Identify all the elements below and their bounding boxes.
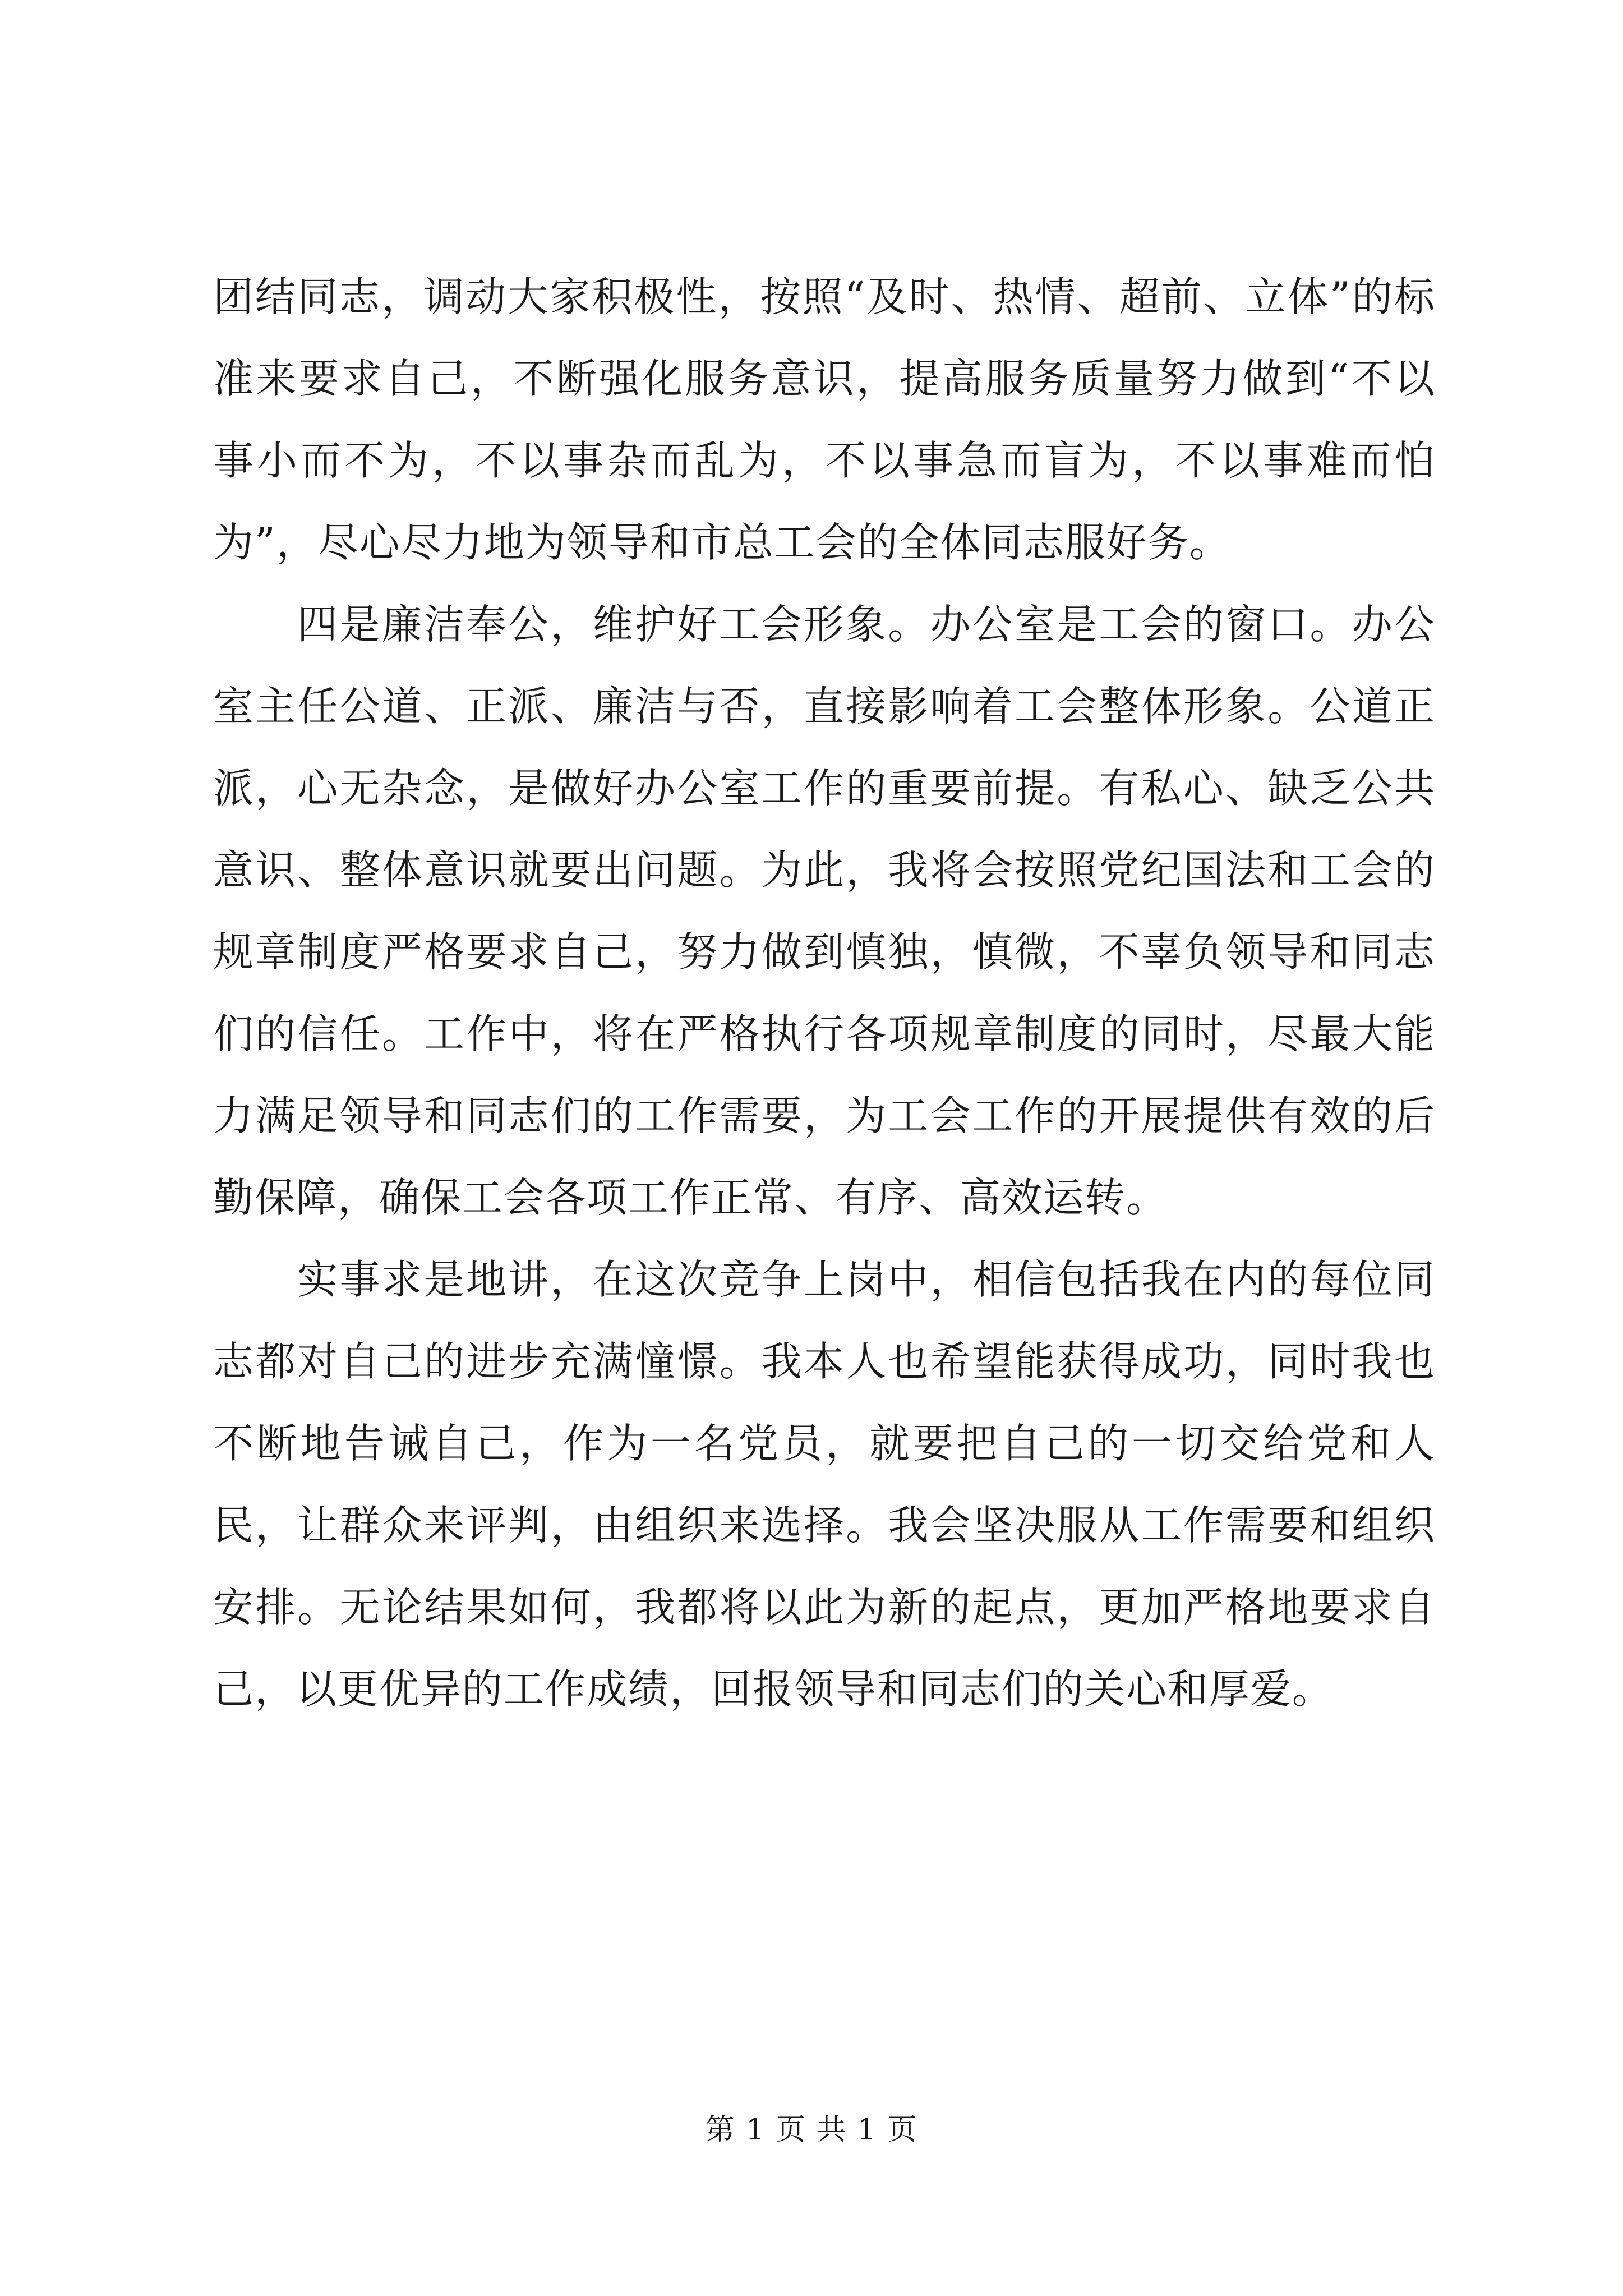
paragraph-3: 实事求是地讲，在这次竞争上岗中，相信包括我在内的每位同志都对自己的进步充满憧憬。我本人也希望能获得成功，同时我也不断地告诫自己，作为一名党员，就要把自己的一切交给党和人民，让群众来评判，由组织来选择。我会坚决服从工作需要和组织安排。无论结果如何，我都将以此为新的起点，更加严格地要求自己，以更优异的工作成绩，回报领导和同志们的关心和厚爱。 [213, 1256, 1436, 1713]
paragraph-2: 四是廉洁奉公，维护好工会形象。办公室是工会的窗口。办公室主任公道、正派、廉洁与否，直接影响着工会整体形象。公道正派，心无杂念，是做好办公室工作的重要前提。有私心、缺乏公共意识、整体意识就要出问题。为此，我将会按照党纪国法和工会的规章制度严格要求自己，努力做到慎独，慎微，不辜负领导和同志们的信任。工作中，将在严格执行各项规章制度的同时，尽最大能力满足领导和同志们的工作需要，为工会工作的开展提供有效的后勤保障，确保工会各项工作正常、有序、高效运转。 [213, 601, 1436, 1221]
page-number-footer: 第 1 页 共 1 页 [705, 2113, 918, 2147]
document-body [213, 256, 1436, 1730]
paragraph-1: 团结同志，调动大家积极性，按照“及时、热情、超前、立体”的标准来要求自己，不断强化服务意识，提高服务质量努力做到“不以事小而不为，不以事杂而乱为，不以事急而盲为，不以事难而怕为”，尽心尽力地为领导和市总工会的全体同志服好务。 [213, 273, 1436, 566]
